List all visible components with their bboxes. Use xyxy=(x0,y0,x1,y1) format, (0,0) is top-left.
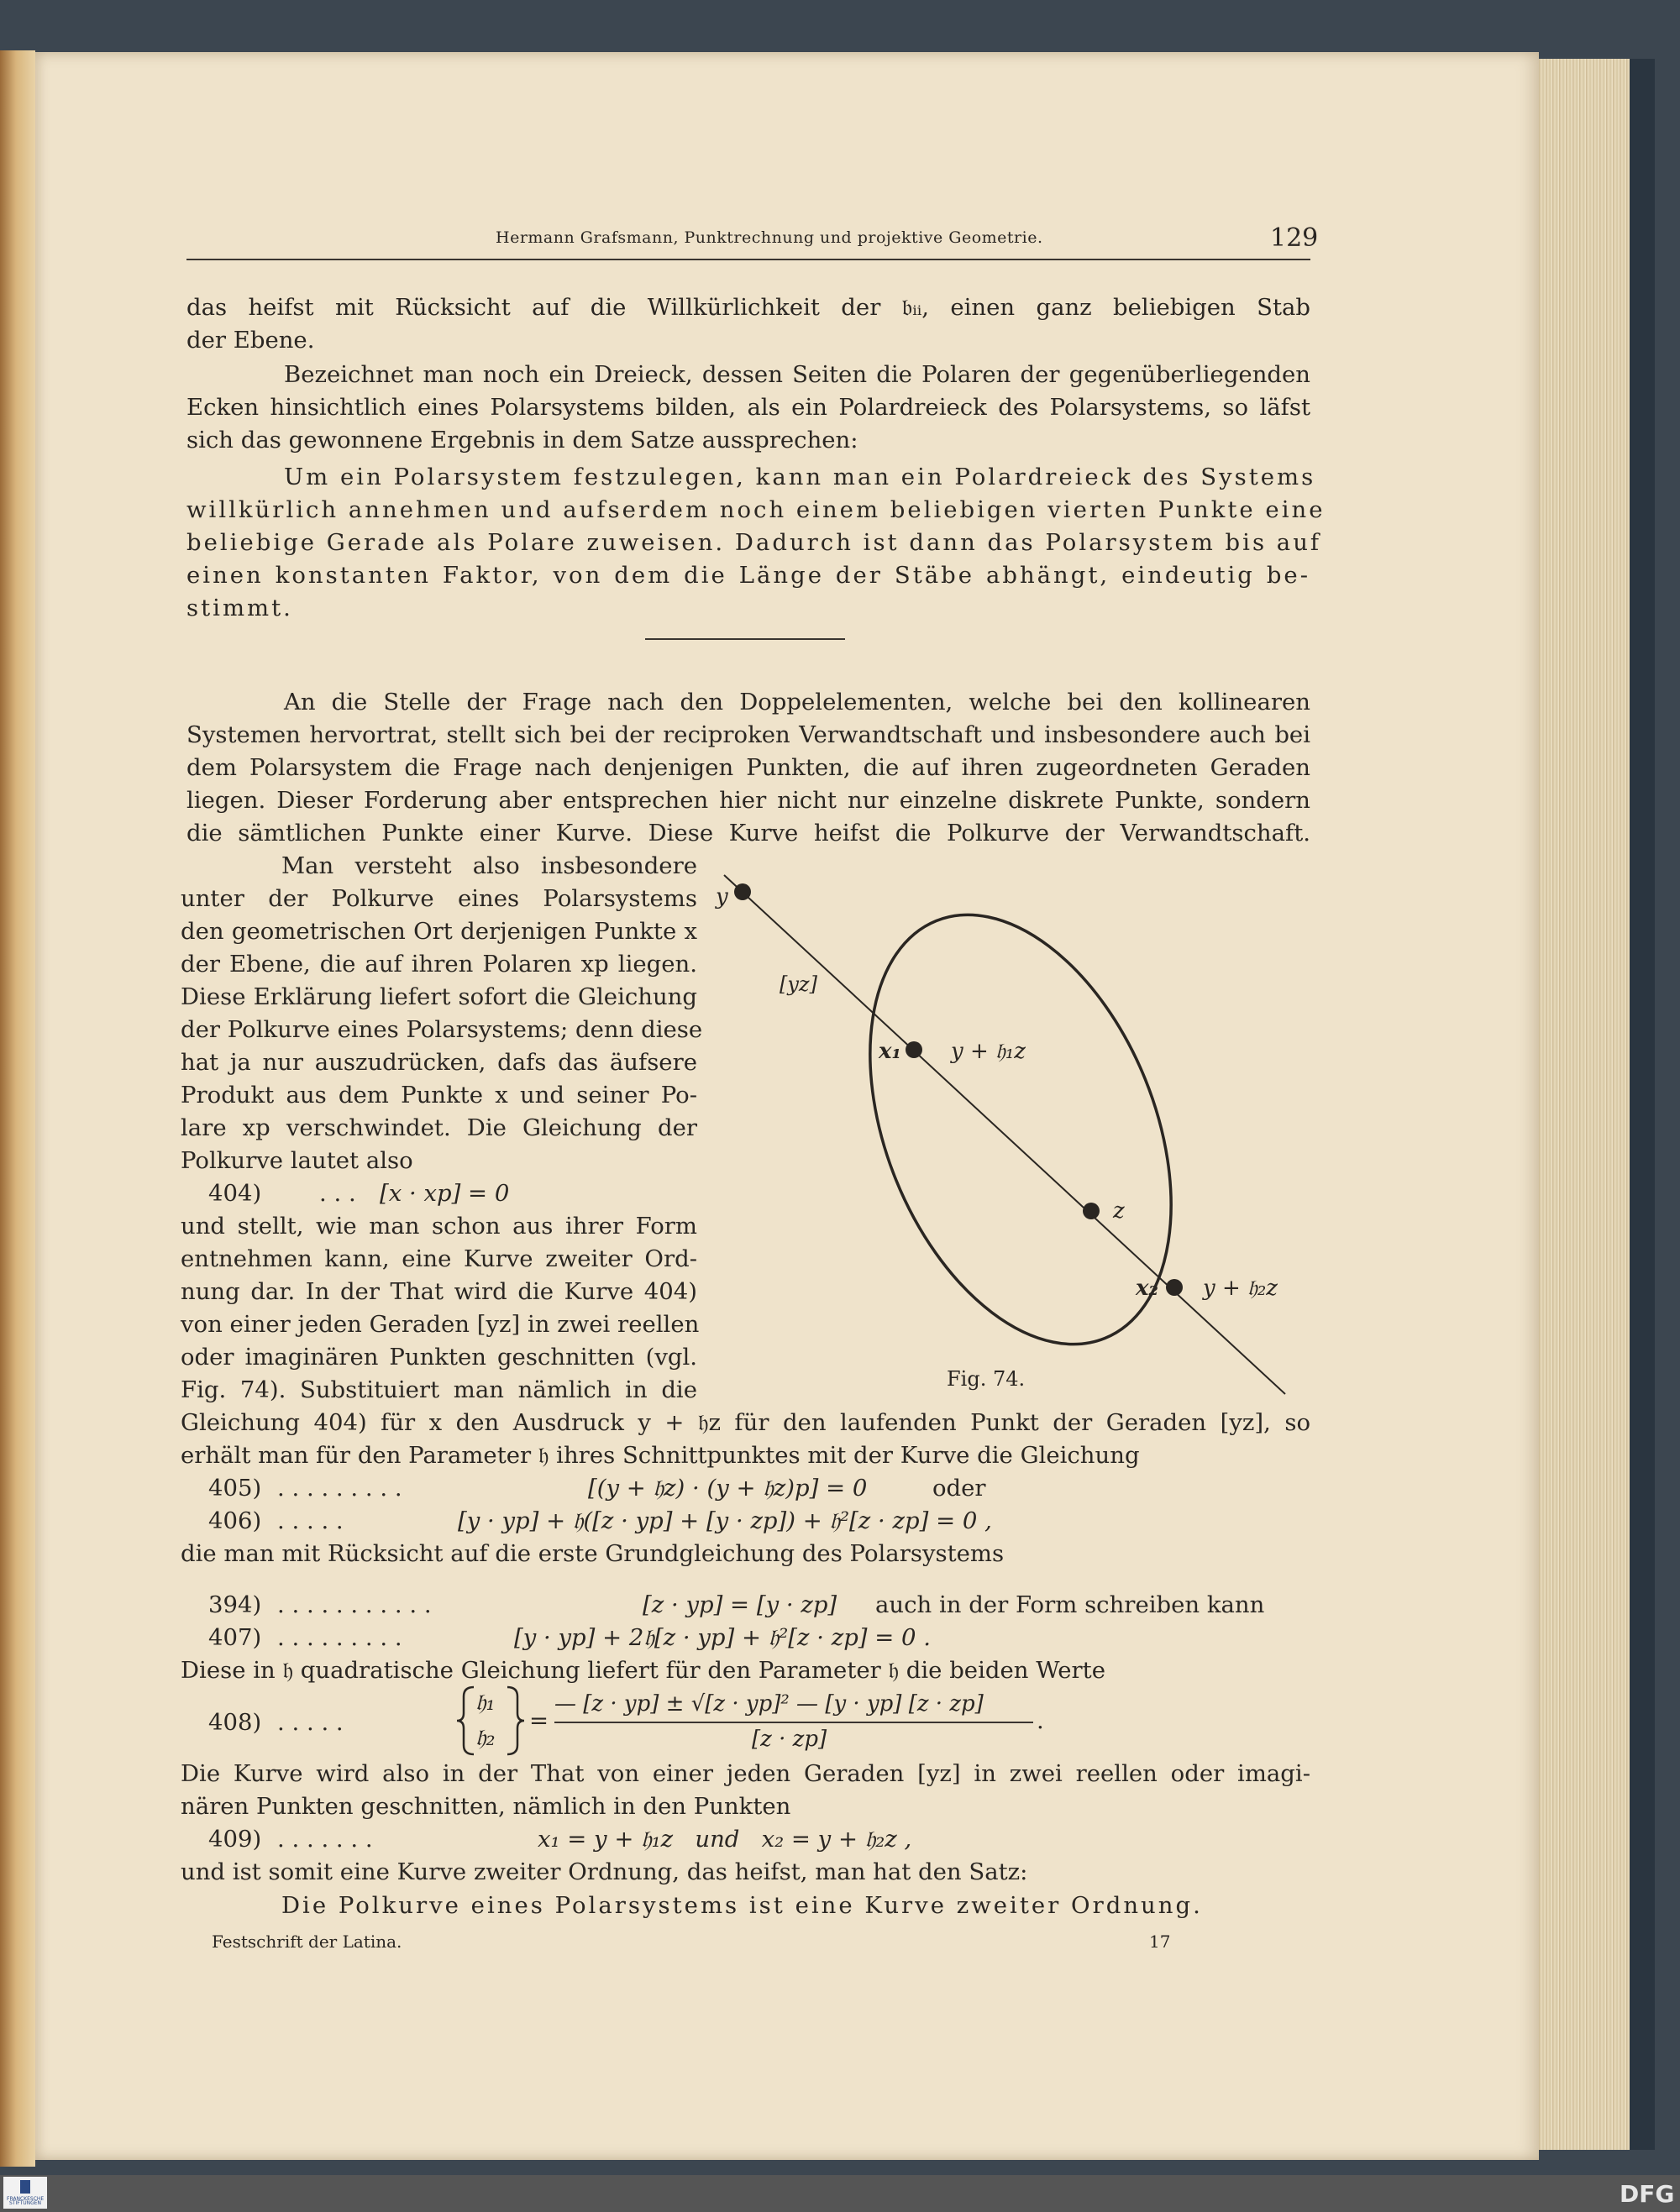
figure-label-x2: x₂ xyxy=(1136,1276,1158,1301)
text-line: und ist somit eine Kurve zweiter Ordnung, das heifst, man hat den Satz: xyxy=(181,1858,1028,1885)
fraction-denominator: [z · zp] xyxy=(752,1727,827,1752)
column-line: den geometrischen Ort derjenigen Punkte x xyxy=(181,918,697,945)
library-logo-text: FRANCKESCHE STIFTUNGEN xyxy=(7,2196,45,2206)
equation-label: 407) xyxy=(208,1624,262,1651)
equation-label: 405) xyxy=(208,1475,262,1502)
text-line: sich das gewonnene Ergebnis in dem Satze aussprechen: xyxy=(186,427,858,453)
equation-394: [z · yp] = [y · zp] xyxy=(643,1591,837,1618)
symbol-h1: 𝔥₁ xyxy=(475,1689,496,1716)
equation-dots: . . . . . . . xyxy=(277,1826,373,1853)
text-line: erhält man für den Parameter 𝔥 ihres Schnittpunktes mit der Kurve die Gleichung xyxy=(181,1442,1140,1469)
figure-label-y: y xyxy=(716,884,728,909)
header-rule xyxy=(186,259,1310,260)
footer-left: Festschrift der Latina. xyxy=(212,1932,402,1952)
column-line: oder imaginären Punkten geschnitten (vgl. xyxy=(181,1344,697,1371)
theorem-line: einen konstanten Faktor, von dem die Länge der Stäbe abhängt, eindeutig be- xyxy=(186,562,1310,589)
equation-dots: . . . . . . . . . xyxy=(277,1475,402,1502)
right-brace xyxy=(502,1685,528,1757)
equation-dots: . . . . . xyxy=(277,1709,344,1736)
equation-connector: oder xyxy=(932,1475,986,1502)
equals-sign: = xyxy=(529,1707,549,1734)
text-line: An die Stelle der Frage nach den Doppelelementen, welche bei den kollinearen xyxy=(284,689,1310,715)
equation-label: 409) xyxy=(208,1826,262,1853)
text-line: Ecken hinsichtlich eines Polarsystems bilden, als ein Polardreieck des Polarsystems, so läfst xyxy=(186,394,1310,421)
equation-label: 404) xyxy=(208,1180,262,1207)
text-line: dem Polarsystem die Frage nach denjenigen Punkten, die auf ihren zugeordneten Geraden xyxy=(186,754,1310,781)
equation-404: [x · xp] = 0 xyxy=(380,1180,510,1207)
column-line: Fig. 74). Substituiert man nämlich in die xyxy=(181,1376,697,1403)
page-number: 129 xyxy=(1270,223,1319,253)
figure-label-z: z xyxy=(1113,1198,1125,1224)
text-line: Systemen hervortrat, stellt sich bei der reciproken Verwandtschaft und insbesondere auch bei xyxy=(186,721,1310,748)
column-line: hat ja nur auszudrücken, dafs das äufsere xyxy=(181,1049,697,1076)
column-line: unter der Polkurve eines Polarsystems xyxy=(181,885,697,912)
text-line: Bezeichnet man noch ein Dreieck, dessen Seiten die Polaren der gegenüberliegenden xyxy=(284,361,1310,388)
equation-407: [y · yp] + 2𝔥[z · yp] + 𝔥²[z · zp] = 0 . xyxy=(514,1624,932,1651)
equation-dots: . . . . . . . . . xyxy=(277,1624,402,1651)
column-line: der Polkurve eines Polarsystems; denn diese xyxy=(181,1016,703,1043)
figure-label-line: [yz] xyxy=(780,972,817,996)
equation-409: x₁ = y + 𝔥₁z und x₂ = y + 𝔥₂z , xyxy=(538,1826,912,1853)
theorem-line: willkürlich annehmen und aufserdem noch einem beliebigen vierten Punkte eine xyxy=(186,496,1326,523)
text-line: der Ebene. xyxy=(186,327,315,354)
point-x1 xyxy=(906,1041,922,1058)
figure-74 xyxy=(706,857,1310,1402)
text-line: das heifst mit Rücksicht auf die Willkürlichkeit der 𝔟ᵢᵢ, einen ganz beliebigen Stab xyxy=(186,294,1310,321)
column-line: Produkt aus dem Punkte x und seiner Po- xyxy=(181,1082,697,1109)
period: . xyxy=(1037,1707,1044,1734)
theorem-line: stimmt. xyxy=(186,595,293,621)
dfg-logo: DFG xyxy=(1620,2180,1675,2208)
text-line: Die Kurve wird also in der That von einer jeden Geraden [yz] in zwei reellen oder imagi- xyxy=(181,1760,1310,1787)
text-line: Diese in 𝔥 quadratische Gleichung liefert für den Parameter 𝔥 die beiden Werte xyxy=(181,1657,1105,1684)
column-line: Diese Erklärung liefert sofort die Gleichung xyxy=(181,983,697,1010)
fraction-numerator: — [z · yp] ± √[z · yp]² — [y · yp] [z · zp] xyxy=(554,1691,984,1717)
equation-connector: auch in der Form schreiben kann xyxy=(875,1591,1265,1618)
column-line: Man versteht also insbesondere xyxy=(281,852,697,879)
equation-label: 408) xyxy=(208,1709,262,1736)
column-line: und stellt, wie man schon aus ihrer Form xyxy=(181,1213,697,1240)
library-logo xyxy=(3,2177,47,2209)
figure-label-x1-expr: y + 𝔥₁z xyxy=(951,1039,1026,1064)
text-line: liegen. Dieser Forderung aber entsprechen hier nicht nur einzelne diskrete Punkte, sondern xyxy=(186,787,1310,814)
figure-label-x2-expr: y + 𝔥₂z xyxy=(1203,1276,1278,1301)
equation-label: 406) xyxy=(208,1507,262,1534)
column-line: der Ebene, die auf ihren Polaren xp liegen. xyxy=(181,951,697,978)
text-line: die man mit Rücksicht auf die erste Grundgleichung des Polarsystems xyxy=(181,1540,1005,1567)
theorem-line: Die Polkurve eines Polarsystems ist eine Kurve zweiter Ordnung. xyxy=(281,1892,1203,1919)
equation-label: 394) xyxy=(208,1591,262,1618)
equation-dots: . . . . . . . . . . . xyxy=(277,1591,432,1618)
column-line: nung dar. In der That wird die Kurve 404) xyxy=(181,1278,697,1305)
book-cover-edge xyxy=(1630,59,1655,2150)
text-line: Gleichung 404) für x den Ausdruck y + 𝔥z für den laufenden Punkt der Geraden [yz], so xyxy=(181,1409,1310,1436)
equation-405: [(y + 𝔥z) · (y + 𝔥z)p] = 0 xyxy=(588,1475,868,1502)
library-logo-icon xyxy=(20,2180,30,2194)
figure-caption: Fig. 74. xyxy=(947,1367,1026,1391)
point-x2 xyxy=(1166,1279,1183,1296)
theorem-line: Um ein Polarsystem festzulegen, kann man ein Polardreieck des Systems xyxy=(284,464,1316,490)
figure-label-x1: x₁ xyxy=(879,1039,901,1064)
left-page-edge xyxy=(0,50,35,2167)
theorem-line: beliebige Gerade als Polare zuweisen. Dadurch ist dann das Polarsystem bis auf xyxy=(186,529,1322,556)
equation-406: [y · yp] + 𝔥([z · yp] + [y · zp]) + 𝔥²[z · zp] = 0 , xyxy=(458,1507,992,1534)
line-yz xyxy=(724,875,1285,1394)
column-line: Polkurve lautet also xyxy=(181,1147,413,1174)
column-line: entnehmen kann, eine Kurve zweiter Ord- xyxy=(181,1245,697,1272)
text-line: nären Punkten geschnitten, nämlich in den Punkten xyxy=(181,1793,791,1820)
equation-dots: . . . . . xyxy=(277,1507,344,1534)
symbol-h2: 𝔥₂ xyxy=(475,1724,496,1751)
text-line: die sämtlichen Punkte einer Kurve. Diese Kurve heifst die Polkurve der Verwandtschaft. xyxy=(186,820,1310,847)
equation-dots: . . . xyxy=(319,1180,356,1207)
polar-curve xyxy=(811,871,1229,1389)
running-title: Hermann Grafsmann, Punktrechnung und projektive Geometrie. xyxy=(496,228,1043,247)
viewer-bottom-bar xyxy=(0,2175,1680,2212)
footer-signature: 17 xyxy=(1149,1932,1171,1952)
column-line: von einer jeden Geraden [yz] in zwei reellen xyxy=(181,1311,700,1338)
column-line: lare xp verschwindet. Die Gleichung der xyxy=(181,1114,697,1141)
point-z xyxy=(1083,1203,1100,1219)
point-y xyxy=(734,883,751,900)
section-divider xyxy=(645,638,845,640)
